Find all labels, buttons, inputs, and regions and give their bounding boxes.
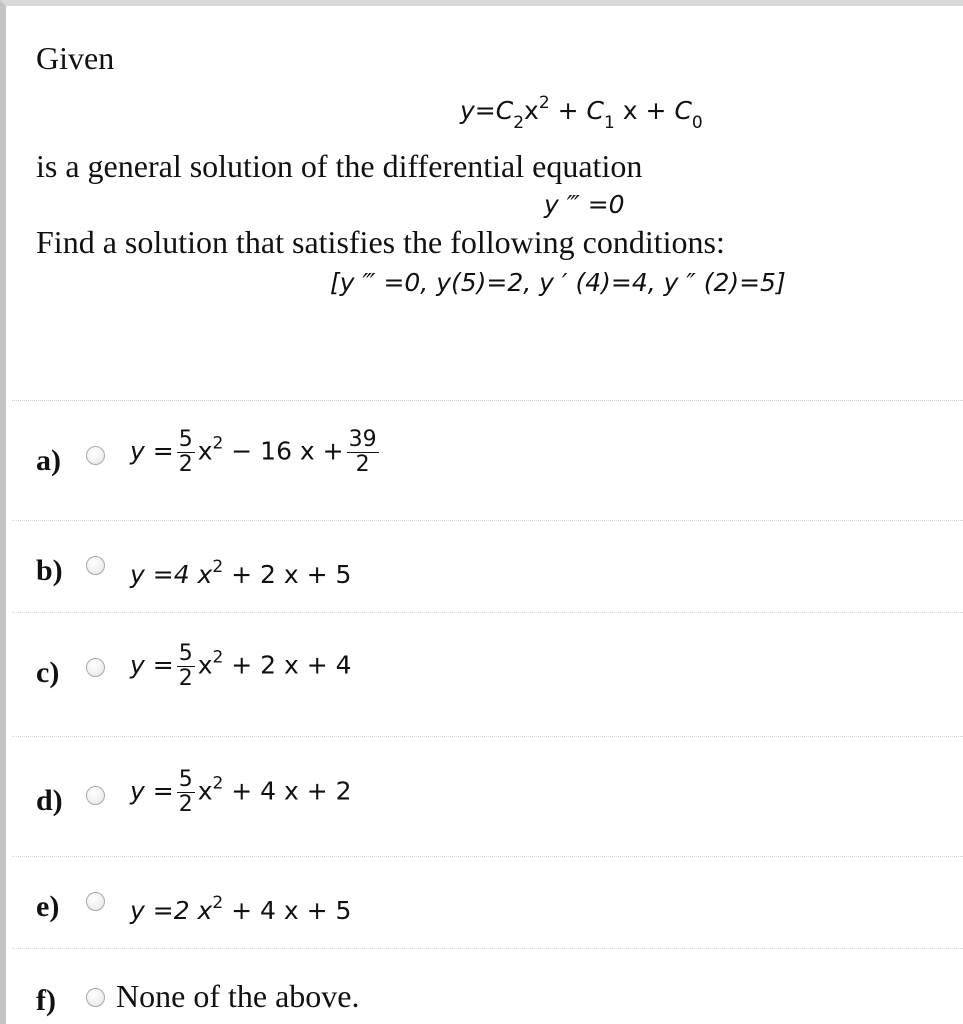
option-d-expression: y = $\frac{5}{2}$ $x^2 + 4$ x + 2 bbox=[130, 767, 352, 817]
option-e-radio[interactable] bbox=[86, 892, 105, 911]
general-solution-equation: $y=C_2x^2 + C_1$ $x + C_0$ bbox=[460, 93, 703, 133]
question-line-2: is a general solution of the differential equation bbox=[36, 148, 643, 184]
option-f-text: None of the above. bbox=[116, 978, 360, 1014]
question-block bbox=[12, 12, 963, 401]
option-b-expression: y =4 $x^2 + 2$ x + 5 bbox=[130, 557, 352, 589]
option-d[interactable] bbox=[12, 736, 963, 857]
differential-equation: y ‴ =0 bbox=[544, 190, 625, 219]
option-a-fraction-2: $\frac{39}{2}$ bbox=[348, 427, 377, 477]
option-c-fraction: $\frac{5}{2}$ bbox=[178, 641, 193, 691]
option-d-fraction: $\frac{5}{2}$ bbox=[178, 767, 193, 817]
question-intro: Given bbox=[36, 40, 115, 76]
option-e-expression: y =2 $x^2 + 4$ x + 5 bbox=[130, 893, 352, 925]
option-b-label: b) bbox=[36, 554, 63, 587]
option-a-radio[interactable] bbox=[86, 446, 105, 465]
option-e[interactable] bbox=[12, 856, 963, 949]
option-d-label: d) bbox=[36, 784, 63, 817]
option-b[interactable] bbox=[12, 520, 963, 613]
option-a-label: a) bbox=[36, 444, 61, 477]
option-f-label: f) bbox=[36, 984, 56, 1017]
question-line-3: Find a solution that satisfies the following conditions: bbox=[36, 224, 725, 260]
option-c-label: c) bbox=[36, 656, 60, 689]
initial-conditions: [y ‴ =0, y(5)=2, y ′ (4)=4, y ″ (2)=5] bbox=[330, 268, 786, 297]
option-a-fraction-1: $\frac{5}{2}$ bbox=[178, 427, 193, 477]
option-f[interactable] bbox=[12, 948, 963, 1024]
option-f-radio[interactable] bbox=[86, 988, 105, 1007]
option-c-radio[interactable] bbox=[86, 658, 105, 677]
option-a[interactable] bbox=[12, 400, 963, 521]
option-c-expression: y = $\frac{5}{2}$ $x^2 + 2$ x + 4 bbox=[130, 641, 352, 691]
option-d-radio[interactable] bbox=[86, 786, 105, 805]
option-c[interactable] bbox=[12, 612, 963, 737]
option-b-radio[interactable] bbox=[86, 556, 105, 575]
option-a-expression: y = $\frac{5}{2}$ $x^2 - 16$ x + $\frac{39}{2}$ bbox=[130, 427, 377, 477]
option-e-label: e) bbox=[36, 890, 60, 923]
